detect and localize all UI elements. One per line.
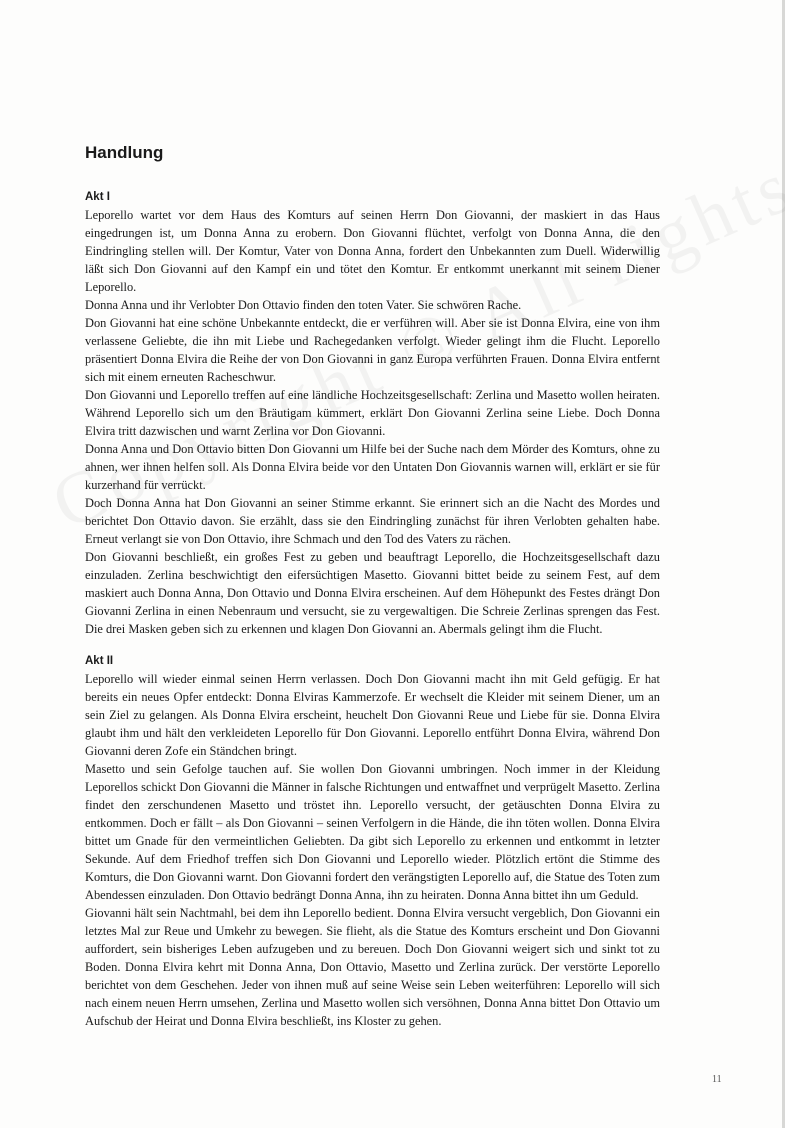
page-title: Handlung (85, 143, 164, 162)
paragraph: Don Giovanni hat eine schöne Unbekannte entdeckt, die er verführen will. Aber sie ist Donna Elvira, eine von ihm verlassene Geliebte, die ihn mit Liebe und Rachegedanken verfolgt. Wieder gelingt ihm die Flucht. Leporello präsentiert Donna Elvira die Reihe der von Don Giovanni in ganz Europa verführten Frauen. Donna Elvira entfernt sich mit einem erneuten Racheschwur. (85, 316, 660, 384)
act-heading: Akt II (85, 655, 114, 667)
paragraph: Doch Donna Anna hat Don Giovanni an seiner Stimme erkannt. Sie erinnert sich an die Nacht des Mordes und berichtet Don Ottavio davon. Sie erzählt, dass sie den Eindringling zunächst für ihren Verlobten gehalten habe. Erneut verlangt sie von Don Ottavio, ihre Schmach und den Tod des Vaters zu rächen. (85, 496, 660, 546)
document-body (85, 140, 660, 1044)
paragraph: Giovanni hält sein Nachtmahl, bei dem ihn Leporello bedient. Donna Elvira versucht vergeblich, Don Giovanni ein letztes Mal zur Reue und Umkehr zu bewegen. Sie flieht, als die Statue des Komturs erscheint und Don Giovanni auffordert, sein bisheriges Leben aufzugeben und zu bereuen. Doch Don Giovanni weigert sich und sinkt tot zu Boden. Donna Elvira kehrt mit Donna Anna, Don Ottavio, Masetto und Zerlina zurück. Der verstörte Leporello berichtet von dem Geschehen. Jeder von ihnen muß auf seine Weise sein Leben weiterführen: Leporello will sich nach einem neuen Herrn umsehen, Zerlina und Masetto wollen sich versöhnen, Donna Anna bittet Don Ottavio um Aufschub der Heirat und Donna Elvira beschließt, ins Kloster zu gehen. (85, 906, 660, 1028)
paragraph: Leporello wartet vor dem Haus des Komturs auf seinen Herrn Don Giovanni, der maskiert in das Haus eingedrungen ist, um Donna Anna zu erobern. Don Giovanni flüchtet, verfolgt von Donna Anna, die den Eindringling stellen will. Der Komtur, Vater von Donna Anna, fordert den Unbekannten zum Duell. Widerwillig läßt sich Don Giovanni auf den Kampf ein und tötet den Komtur. Er entkommt unerkannt mit seinem Diener Leporello. (85, 208, 660, 294)
act-heading: Akt I (85, 191, 110, 203)
paragraph: Don Giovanni und Leporello treffen auf eine ländliche Hochzeitsgesellschaft: Zerlina und Masetto wollen heiraten. Während Leporello sich um den Bräutigam kümmert, erklärt Don Giovanni Zerlina seine Liebe. Doch Donna Elvira tritt dazwischen und warnt Zerlina vor Don Giovanni. (85, 388, 660, 438)
paragraph: Masetto und sein Gefolge tauchen auf. Sie wollen Don Giovanni umbringen. Noch immer in der Kleidung Leporellos schickt Don Giovanni die Männer in falsche Richtungen und entwaffnet und verprügelt Masetto. Zerlina findet den zerschundenen Masetto und tröstet ihn. Leporello versucht, der getäuschten Donna Elvira zu entkommen. Doch er fällt – als Don Giovanni – seinen Verfolgern in die Hände, die ihn töten wollen. Donna Elvira bittet um Gnade für den vermeintlichen Geliebten. Da gibt sich Leporello zu erkennen und entkommt in letzter Sekunde. Auf dem Friedhof treffen sich Don Giovanni und Leporello wieder. Plötzlich ertönt die Stimme des Komturs, die Don Giovanni warnt. Don Giovanni fordert den verängstigten Leporello auf, die Statue des Toten zum Abendessen einzuladen. Don Ottavio bedrängt Donna Anna, ihn zu heiraten. Donna Anna bittet ihn um Geduld. (85, 762, 660, 902)
act-section-1 (85, 188, 660, 638)
paragraph: Don Giovanni beschließt, ein großes Fest zu geben und beauftragt Leporello, die Hochzeitsgesellschaft dazu einzuladen. Zerlina beschwichtigt den eifersüchtigen Masetto. Giovanni bittet beide zu seinem Fest, auf dem maskiert auch Donna Anna, Don Ottavio und Donna Elvira erscheinen. Auf dem Höhepunkt des Festes drängt Don Giovanni Zerlina in einen Nebenraum und versucht, sie zu vergewaltigen. Die Schreie Zerlinas sprengen das Fest. Die drei Masken geben sich zu erkennen und klagen Don Giovanni an. Abermals gelingt ihm die Flucht. (85, 550, 660, 636)
paragraph: Donna Anna und ihr Verlobter Don Ottavio finden den toten Vater. Sie schwören Rache. (85, 298, 522, 312)
paragraph: Leporello will wieder einmal seinen Herrn verlassen. Doch Don Giovanni macht ihn mit Geld gefügig. Er hat bereits ein neues Opfer entdeckt: Donna Elviras Kammerzofe. Er wechselt die Kleider mit seinem Diener, um an sein Ziel zu gelangen. Als Donna Elvira erscheint, heuchelt Don Giovanni Reue und Liebe für sie. Donna Elvira glaubt ihm und hält den verkleideten Leporello für Don Giovanni. Leporello entführt Donna Elvira, während Don Giovanni deren Zofe ein Ständchen bringt. (85, 672, 660, 758)
act-section-2 (85, 652, 660, 1030)
paragraph: Donna Anna und Don Ottavio bitten Don Giovanni um Hilfe bei der Suche nach dem Mörder des Komturs, ohne zu ahnen, wer ihnen helfen soll. Als Donna Elvira beide vor den Untaten Don Giovannis warnen will, erklärt er sie für kurzerhand für verrückt. (85, 442, 660, 492)
page-number: 11 (712, 1074, 722, 1085)
